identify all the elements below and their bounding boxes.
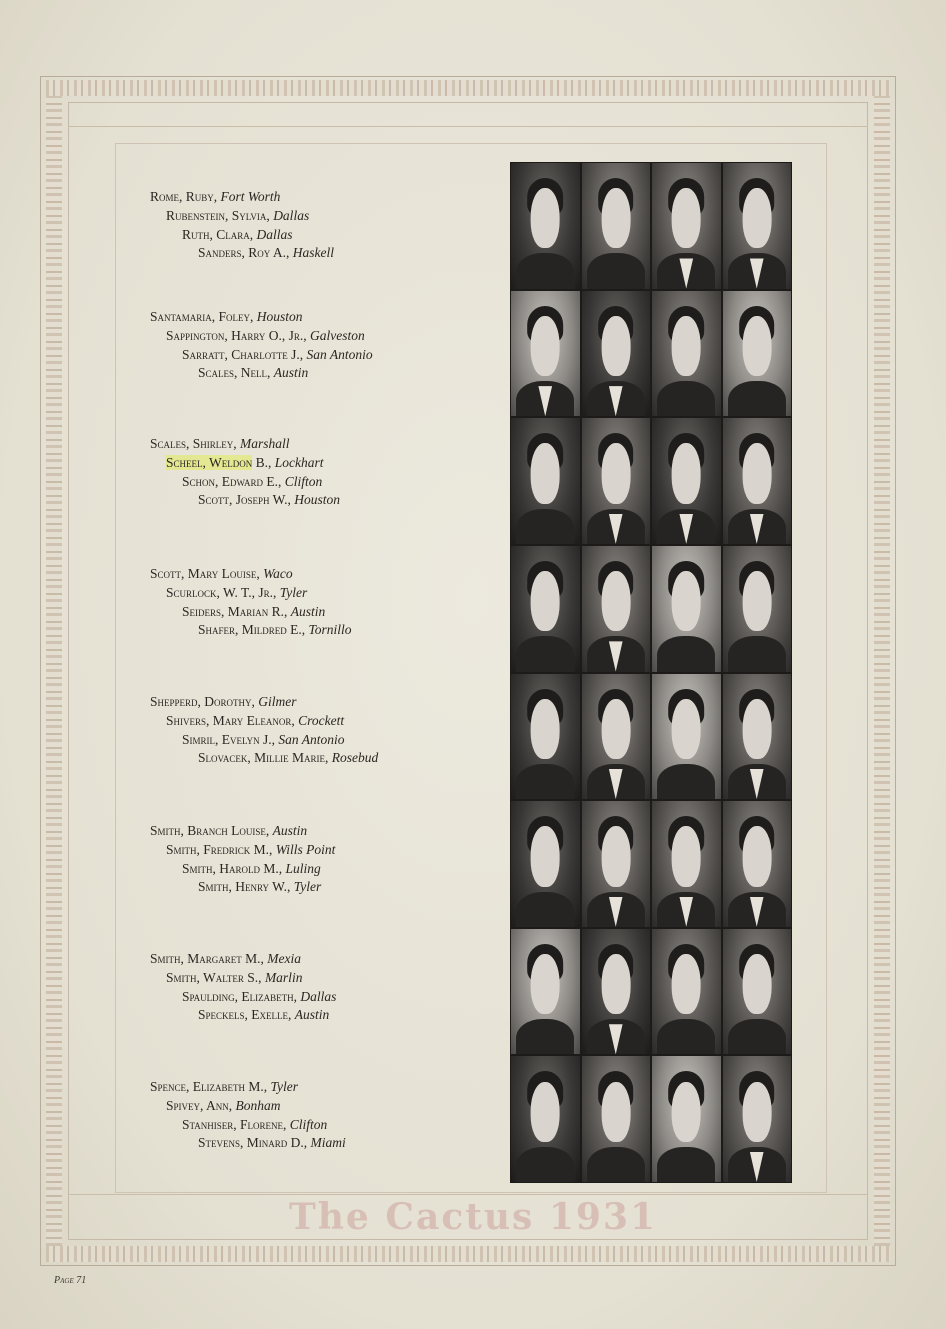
- name-group-8: [150, 1078, 346, 1153]
- portrait-photo: [723, 546, 792, 672]
- student-entry: Scott, Joseph W., Houston: [198, 492, 341, 508]
- student-entry: Smith, Henry W., Tyler: [198, 879, 322, 895]
- student-entry-highlighted: Scheel, Weldon B., Lockhart: [166, 454, 324, 470]
- portrait-photo: [511, 801, 580, 927]
- portrait-photo: [511, 418, 580, 544]
- name-group-4: [150, 565, 352, 640]
- footer-rule: [68, 1194, 868, 1195]
- portrait-photo: [723, 929, 792, 1055]
- student-entry: Smith, Margaret M., Mexia: [150, 951, 301, 966]
- student-entry: Smith, Fredrick M., Wills Point: [166, 841, 336, 857]
- portrait-photo: [652, 1056, 721, 1182]
- student-entry: Simril, Evelyn J., San Antonio: [182, 731, 345, 747]
- student-entry: Speckels, Exelle, Austin: [198, 1007, 330, 1023]
- student-entry: Scurlock, W. T., Jr., Tyler: [166, 584, 308, 600]
- student-entry: Sanders, Roy A., Haskell: [198, 245, 335, 261]
- name-group-5: [150, 693, 378, 768]
- portrait-photo: [582, 418, 651, 544]
- search-highlight: Scheel, Weldon: [166, 454, 253, 470]
- header-rule: [68, 126, 868, 127]
- portrait-photo: [582, 1056, 651, 1182]
- student-entry: Spivey, Ann, Bonham: [166, 1097, 281, 1113]
- name-group-7: [150, 950, 336, 1025]
- student-entry: Scales, Shirley, Marshall: [150, 436, 290, 451]
- student-entry: Rubenstein, Sylvia, Dallas: [166, 207, 310, 223]
- ornamental-border-bottom: [46, 1246, 890, 1262]
- student-entry: Rome, Ruby, Fort Worth: [150, 189, 281, 204]
- portrait-photo: [652, 674, 721, 800]
- student-entry: Scott, Mary Louise, Waco: [150, 566, 293, 581]
- portrait-photo: [652, 418, 721, 544]
- portrait-photo-grid: [510, 162, 792, 1183]
- name-group-2: [150, 308, 373, 383]
- yearbook-title: The Cactus 1931: [288, 1196, 658, 1238]
- portrait-photo: [511, 929, 580, 1055]
- portrait-photo: [652, 801, 721, 927]
- portrait-photo: [652, 546, 721, 672]
- portrait-photo: [723, 1056, 792, 1182]
- portrait-photo: [582, 929, 651, 1055]
- student-entry: Seiders, Marian R., Austin: [182, 603, 326, 619]
- student-entry: Spence, Elizabeth M., Tyler: [150, 1079, 299, 1094]
- portrait-photo: [652, 291, 721, 417]
- portrait-photo: [582, 674, 651, 800]
- portrait-photo: [723, 291, 792, 417]
- portrait-photo: [582, 291, 651, 417]
- student-entry: Schon, Edward E., Clifton: [182, 473, 323, 489]
- student-entry: Spaulding, Elizabeth, Dallas: [182, 988, 337, 1004]
- student-entry: Shepperd, Dorothy, Gilmer: [150, 694, 297, 709]
- student-entry: Smith, Walter S., Marlin: [166, 969, 303, 985]
- portrait-photo: [511, 546, 580, 672]
- portrait-photo: [723, 163, 792, 289]
- portrait-photo: [511, 163, 580, 289]
- student-entry: Stevens, Minard D., Miami: [198, 1135, 346, 1151]
- ornamental-border-right: [874, 96, 890, 1246]
- name-group-1: [150, 188, 334, 263]
- student-entry: Sappington, Harry O., Jr., Galveston: [166, 327, 365, 343]
- portrait-photo: [723, 674, 792, 800]
- student-entry: Shafer, Mildred E., Tornillo: [198, 622, 352, 638]
- student-entry: Smith, Harold M., Luling: [182, 860, 321, 876]
- portrait-photo: [511, 1056, 580, 1182]
- portrait-photo: [723, 418, 792, 544]
- portrait-photo: [723, 801, 792, 927]
- portrait-photo: [582, 801, 651, 927]
- portrait-photo: [511, 291, 580, 417]
- student-entry: Ruth, Clara, Dallas: [182, 226, 293, 242]
- ornamental-border-left: [46, 96, 62, 1246]
- name-group-6: [150, 822, 335, 897]
- student-entry: Sarratt, Charlotte J., San Antonio: [182, 346, 373, 362]
- portrait-photo: [582, 546, 651, 672]
- page-number: Page 71: [54, 1275, 87, 1286]
- student-entry: Stanhiser, Florene, Clifton: [182, 1116, 328, 1132]
- student-entry: Scales, Nell, Austin: [198, 365, 309, 381]
- student-entry: Slovacek, Millie Marie, Rosebud: [198, 750, 379, 766]
- name-group-3: [150, 435, 340, 510]
- student-entry: Santamaria, Foley, Houston: [150, 309, 303, 324]
- portrait-photo: [652, 929, 721, 1055]
- portrait-photo: [582, 163, 651, 289]
- student-entry: Smith, Branch Louise, Austin: [150, 823, 308, 838]
- portrait-photo: [652, 163, 721, 289]
- student-entry: Shivers, Mary Eleanor, Crockett: [166, 712, 345, 728]
- portrait-photo: [511, 674, 580, 800]
- ornamental-border-top: [46, 80, 890, 96]
